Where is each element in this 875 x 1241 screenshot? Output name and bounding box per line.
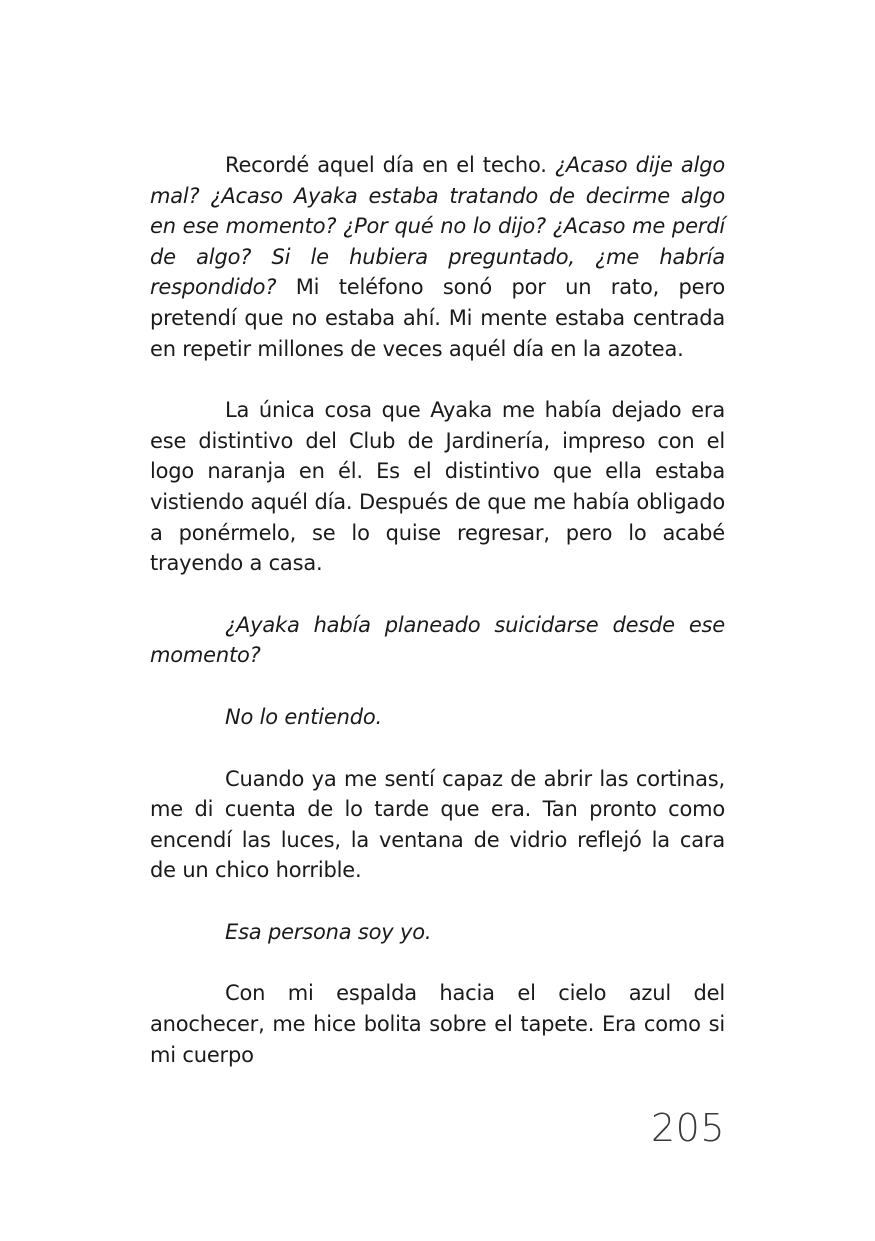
paragraph-1-run-2-italic: ¿Acaso dije algo mal? ¿Acaso Ayaka estaba tratando de decirme algo en ese momento? ¿Por qué no lo dijo? ¿Acaso me perdí de algo? Si le hubiera preguntado, ¿me habría respondido? <box>150 153 725 300</box>
paragraph-7 <box>150 978 725 1070</box>
body-text <box>150 150 725 1070</box>
paragraph-6-run-1: Esa persona soy yo. <box>225 919 432 944</box>
paragraph-6 <box>150 917 725 948</box>
paragraph-4-run-1: No lo entiendo. <box>225 704 382 729</box>
paragraph-2-run-1: La única cosa que Ayaka me había dejado era ese distintivo del Club de Jardinería, impreso con el logo naranja en él. Es el distintivo que ella estaba vistiendo aquél día. Después de que me había obligado a ponérmelo, se lo quise regresar, pero lo acabé trayendo a casa. <box>150 398 725 576</box>
paragraph-3-run-1: ¿Ayaka había planeado suicidarse desde ese momento? <box>150 612 725 668</box>
paragraph-1-run-3: Mi teléfono sonó por un rato, pero pretendí que no estaba ahí. Mi mente estaba centrada en repetir millones de veces aquél día en la azotea. <box>150 275 725 361</box>
paragraph-2 <box>150 395 725 579</box>
paragraph-3 <box>150 610 725 671</box>
page-number: 205 <box>650 1106 725 1150</box>
paragraph-1-run-1: Recordé aquel día en el techo. <box>225 153 555 177</box>
paragraph-7-run-1: Con mi espalda hacia el cielo azul del anochecer, me hice bolita sobre el tapete. Era como si mi cuerpo <box>150 981 725 1067</box>
paragraph-1 <box>150 150 725 364</box>
paragraph-5-run-1: Cuando ya me sentí capaz de abrir las cortinas, me di cuenta de lo tarde que era. Tan pronto como encendí las luces, la ventana de vidrio reflejó la cara de un chico horrible. <box>150 766 725 883</box>
paragraph-5 <box>150 764 725 886</box>
paragraph-4 <box>150 702 725 733</box>
